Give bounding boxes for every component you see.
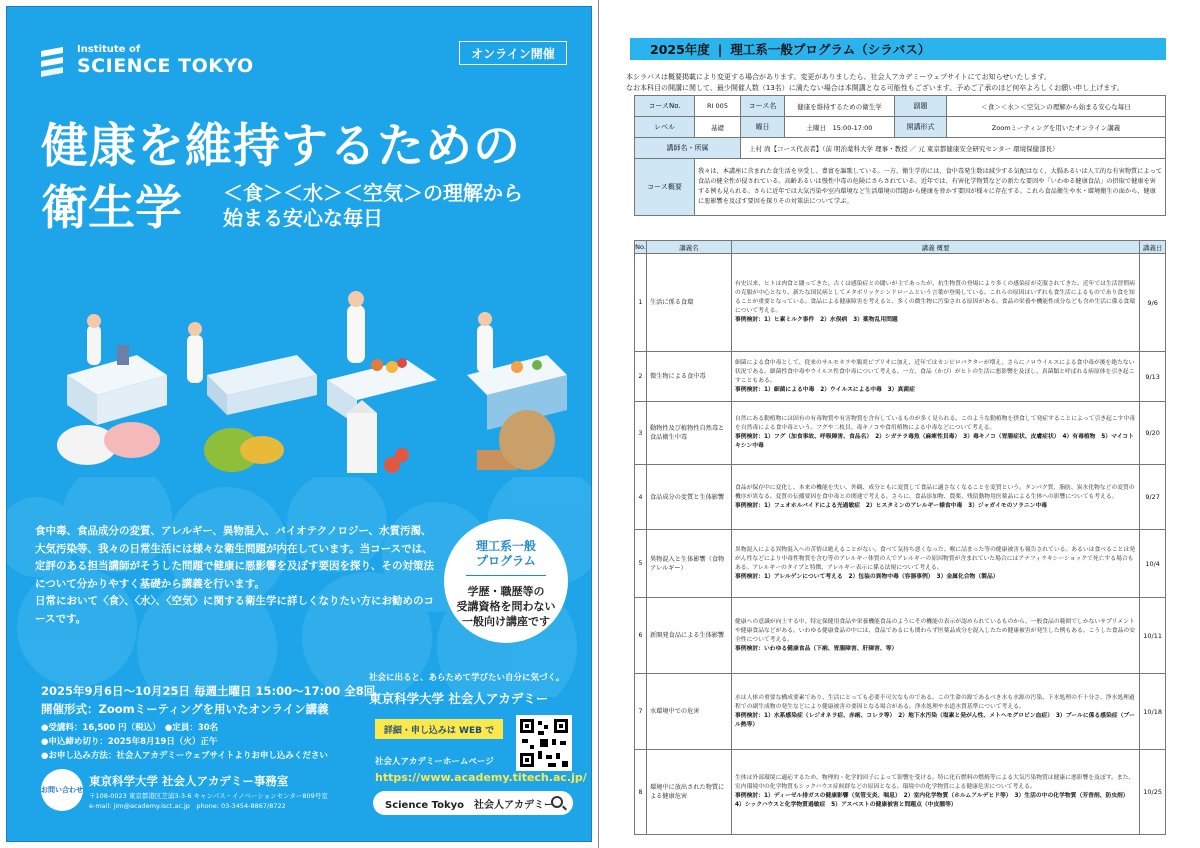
row-date: 10/25 xyxy=(1140,750,1166,835)
circle-text xyxy=(444,584,568,629)
subtitle-line2: 始まる安心な毎日 xyxy=(223,206,383,230)
course-format-value: Zoomミーティングを用いたオンライン講義 xyxy=(947,117,1166,138)
table-row xyxy=(635,674,1166,750)
table-row xyxy=(635,465,1166,530)
syllabus-header xyxy=(630,38,1166,60)
row-title: 新開発食品による生体影響 xyxy=(647,598,732,674)
table-row xyxy=(635,598,1166,674)
row-no: 8 xyxy=(635,750,647,835)
row-example: 事例検討：1）細菌による中毒 2）ウイルスによる中毒 3）真菌症 xyxy=(735,386,915,393)
row-body-text: 水は人体の重要な構成要素であり、生活にとっても必要不可欠なものである。この生命の源であるべき水も水源の汚染、下水処理の不十分さ、浄水処理過程での副生成物の発生などにより健康被害の要因となる場合がある。浄水処理や水道水質基準について考える。 xyxy=(735,694,1135,710)
schedule-table xyxy=(634,240,1166,835)
row-example: 事例検討：1）ディーゼル排ガスの健康影響（気管支炎、喘息） 2）室内化学物質（ホルムアルデヒド等） 3）生活の中の化学物質（芳香剤、防虫剤） 4）シックハウスと化学物質過敏症 5）アスベストの健康被害と問題点（中皮腫等） xyxy=(735,793,1132,808)
row-body xyxy=(732,598,1140,674)
promo-block xyxy=(369,671,564,707)
search-pill-text: Science Tokyo 社会人アカデミー xyxy=(385,799,554,811)
deadline-line: ●申込締め切り：2025年8月19日（火）正午 xyxy=(41,737,218,747)
description-p1: 食中毒、食品成分の変質、アレルギー、異物混入、バイオテクノロジー、水質汚濁、大気汚染等、我々の日常生活には様々な衛生問題が内在しています。当コースでは、定評のある担当講師がそうした問題で健康に悪影響を及ぼす要因を探り、その対策法について分かりやすく基礎から講義を行います。 xyxy=(35,525,434,590)
level-label: レベル xyxy=(635,117,695,138)
table-row xyxy=(635,402,1166,465)
row-date: 9/27 xyxy=(1140,465,1166,530)
row-title: 微生物による食中毒 xyxy=(647,352,732,402)
row-body xyxy=(732,402,1140,465)
contact-address xyxy=(89,791,328,811)
circle-text-line2: 受講資格を問わない xyxy=(456,600,556,613)
schedule-dates: 2025年9月6日〜10月25日 毎週土曜日 15:00〜17:00 全8回 xyxy=(41,684,376,698)
poster-title-line1: 健康を維持するための xyxy=(41,119,521,174)
row-title: 生活に係る食環 xyxy=(647,254,732,352)
row-no: 7 xyxy=(635,674,647,750)
syllabus-note xyxy=(626,72,1176,94)
row-body xyxy=(732,352,1140,402)
row-no: 5 xyxy=(635,530,647,598)
fee-line: ●受講料：16,500 円（税込） ●定員：30名 xyxy=(41,723,219,733)
row-body-text: 自然にある動植物には固有の有毒物質や有害物質を含有しているものが多く見られる。このような動植物を摂食して発症することによって引き起こす中毒を自然毒による食中毒という。フグや二枚貝、毒キノコや食用植物による中毒などについて考える。 xyxy=(735,416,1135,431)
course-info-table xyxy=(634,95,1166,216)
lecturer: 上村 尚【コース代表者】（前 明治薬科大学 理事・教授 ／ 元 東京都健康安全研究センター 環境保健部長） xyxy=(741,138,1166,159)
science-tokyo-logo xyxy=(35,43,254,77)
syllabus-document xyxy=(606,6,1194,842)
web-apply-button[interactable]: 詳細・申し込みは WEB で xyxy=(375,719,503,739)
row-body-text: 健康への意識が向上する中、特定保健用食品や栄養機能食品のようにその機能の表示が認められているものから、一般食品の範囲でしかないサプリメントや健康食品などがある。いわゆる健康食品の中には、食品であるにも関わらず医薬品成分を混入したため健康被害が発生した例もある。こうした食品の安全性について考える。 xyxy=(735,618,1135,643)
poster-subtitle xyxy=(223,181,523,231)
header-separator: | xyxy=(717,41,723,57)
poster-title-line2: 衛生学 xyxy=(41,181,182,236)
row-no: 4 xyxy=(635,465,647,530)
homepage-url-link[interactable]: https://www.academy.titech.ac.jp/ xyxy=(375,771,587,784)
promo-org: 東京科学大学 社会人アカデミー xyxy=(369,691,549,706)
circle-title xyxy=(444,539,568,569)
row-no: 6 xyxy=(635,598,647,674)
row-body-text: 生体は外部環境に適応するため、物理的・化学的因子によって影響を受ける。特に化石燃料の燃焼等による大気汚染物質は健康に悪影響を及ぼす。また、室内環境中の化学物質もシックハウス症候群などの原因となる。環境中の化学物質による健康危害について考える。 xyxy=(735,775,1135,790)
search-suggestion-pill[interactable] xyxy=(373,791,573,815)
note-line1: 本シラバスは概要掲載により変更する場合があります。変更がありましたら、社会人アカデミーウェブサイトにてお知らせいたします。 xyxy=(626,73,1051,81)
schedule-header-row xyxy=(635,241,1166,254)
course-name: 健康を維持するための衛生学 xyxy=(785,96,895,117)
row-body-text: 細菌による食中毒として、従来のサルモネラや腸炎ビブリオに加え、近年ではカンピロバクターが増え、さらにノロウイルスによる食中毒が後を絶たない状況である。細菌性食中毒やウイルス性食中毒について考える。一方、食品（かび）がヒトの生活に悪影響を及ぼし、真菌類と呼ばれる病原体を引き起こすこともある。 xyxy=(735,359,1135,384)
circle-title-line1: 理工系一般 xyxy=(475,539,536,553)
header-title: 理工系一般プログラム（シラバス） xyxy=(730,42,931,57)
apply-line: ●お申し込み方法：社会人アカデミーウェブサイトよりお申し込みください xyxy=(41,751,328,761)
row-date: 9/20 xyxy=(1140,402,1166,465)
contact-block xyxy=(41,769,341,825)
online-badge: オンライン開催 xyxy=(459,41,567,65)
col-no: No. xyxy=(635,241,647,254)
course-no-label: コースNo. xyxy=(635,96,695,117)
promo-tagline: 社会に出ると、あらためて学びたい自分に気づく。 xyxy=(369,673,565,683)
row-body xyxy=(732,674,1140,750)
col-overview: 講義 概要 xyxy=(732,241,1140,254)
row-no: 2 xyxy=(635,352,647,402)
note-line2: なお本科目の開講に関して、最少開催人数（13名）に満たない場合は本開講となる可能性もございます。予めご了承のほど何卒よろしくお願い申し上げます。 xyxy=(626,84,1124,92)
table-row xyxy=(635,530,1166,598)
program-circle-badge xyxy=(444,519,568,643)
row-example: 事例検討：1）フグ（加食事故、呼吸障害、食品名） 2）シガテラ毒魚（麻痺性貝毒） 3）毒キノコ（胃腸症状、皮膚症状） 4）有毒植物 5）マイコトキシン中毒 xyxy=(735,434,1134,449)
logo-line2: SCIENCE TOKYO xyxy=(77,55,254,77)
science-tokyo-logo-icon xyxy=(35,43,69,77)
course-day: 土曜日 15:00-17:00 xyxy=(785,117,895,138)
day-label: 曜日 xyxy=(741,117,785,138)
row-no: 3 xyxy=(635,402,647,465)
row-body xyxy=(732,530,1140,598)
row-body xyxy=(732,750,1140,835)
row-example: 事例検討：いわゆる健康食品（下痢、胃腸障害、肝障害、等） xyxy=(735,645,898,652)
row-example: 事例検討：1）水系感染症（レジオネラ症、赤痢、コレラ等） 2）地下水汚染（塩素と発がん性、メトヘモグロビン血症） 3）プールに係る感染症（プール熱等） xyxy=(735,712,1135,728)
contact-address-line1: 〒108-0023 東京都港区芝浦3-3-6 キャンパス・イノベーションセンター809号室 xyxy=(89,792,328,800)
food-illustration xyxy=(47,395,567,495)
search-icon xyxy=(551,796,563,808)
row-no: 1 xyxy=(635,254,647,352)
row-body xyxy=(732,465,1140,530)
logo-line1: Institute of xyxy=(77,44,141,55)
contact-icon: お問い合わせ xyxy=(41,769,83,811)
course-subtitle: ＜食＞＜水＞＜空気＞の理解から始まる安心な毎日 xyxy=(947,96,1166,117)
circle-divider xyxy=(466,575,546,576)
page-divider xyxy=(598,0,599,848)
course-name-label: コース名 xyxy=(741,96,785,117)
row-date: 9/6 xyxy=(1140,254,1166,352)
subtitle-line1: ＜食＞＜水＞＜空気＞の理解から xyxy=(223,181,523,205)
contact-org: 東京科学大学 社会人アカデミー事務室 xyxy=(89,774,289,788)
overview-label: コース概要 xyxy=(635,159,695,216)
row-title: 動物性及び植物性自然毒と食品衛生中毒 xyxy=(647,402,732,465)
row-example: 事例検討：1）フェオホルバイドによる光過敏症 2）ヒスタミンのアレルギー様食中毒 3）ジャガイモのソラニン中毒 xyxy=(735,502,1048,509)
row-body-text: 食品が保存中に変化し、本来の機能を失い、外観、成分ともに変質して食品に適さなくなることを変質という。タンパク質、脂肪、炭水化物などの変質の機序が異なる。変質の伝播要因を食中毒との関連で考える。さらに、食品添加物、農薬、残留動物用医薬品による生体への影響についても考える。 xyxy=(735,484,1135,500)
row-title: 水環境中での危害 xyxy=(647,674,732,750)
subtitle-label: 副題 xyxy=(895,96,947,117)
row-title: 食品成分の変質と生体影響 xyxy=(647,465,732,530)
header-year: 2025年度 xyxy=(650,42,710,57)
format-label: 開講形式 xyxy=(895,117,947,138)
course-info xyxy=(41,721,328,763)
row-example: 事例検討：1）ヒ素ミルク事件 2）水俣病 3）薬物乱用問題 xyxy=(735,317,898,323)
course-poster xyxy=(6,6,592,842)
row-body xyxy=(732,254,1140,352)
table-row xyxy=(635,254,1166,352)
row-date: 10/4 xyxy=(1140,530,1166,598)
circle-text-line3: 一般向け講座です xyxy=(462,615,550,628)
course-level: 基礎 xyxy=(695,117,741,138)
description-p2: 日常において〈食〉、〈水〉、〈空気〉に関する衛生学に詳しくなりたい方にお勧めのコースです。 xyxy=(35,595,434,625)
row-date: 10/11 xyxy=(1140,598,1166,674)
circle-title-line2: プログラム xyxy=(476,554,536,568)
row-example: 事例検討：1）アレルゲンについて考える 2）包装の異物中毒（容器事例） 3）金属化合物（製品） xyxy=(735,573,999,580)
row-date: 9/13 xyxy=(1140,352,1166,402)
course-format: 開催形式：Zoomミーティングを用いたオンライン講義 xyxy=(41,702,329,716)
qr-code-icon[interactable] xyxy=(516,715,572,771)
row-body-text: 有史以来、ヒトは肉食と闘ってきた。古くは感染症との闘いが主であったが、抗生物質の登場により多くの感染症が克服されてきた。近年では生活習慣病の克服が中心となり、新たな国民病としてメタボリックシンドロームという言葉が登場している。これらの原因はいずれも食生活によるものであり食を知ることが重要となっている。食品による健康障害を考えると、多くの微生物に汚染される原因がある。食品の栄養や機能性成分なども含め生活に係る食環について考える。 xyxy=(735,281,1135,314)
col-title: 講義名 xyxy=(647,241,732,254)
course-no: RI 005 xyxy=(695,96,741,117)
lecturer-label: 講師名・所属 xyxy=(635,138,741,159)
col-date: 講義日 xyxy=(1140,241,1166,254)
course-overview: 我々は、本講座に含まれた食生活を享受し、豊富を謳歌している。一方、衛生学的には、食中毒発生数は減少する気配はなく、大腸あるいは人工的な有害物質によって食品の健全性が侵されている。高齢あるいは慢性中毒の危険にさらされている。近年では、有害化学物質などの新たな要因や「いわゆる健康食品」の摂取で健康を害する例も見られる。さらに近年では大気汚染や室内環境など生活環境の問題から健康を脅かす要因が様々に存在する。これら食品衛生や水・環境衛生の面から、健康に悪影響を及ぼす要因を探りその対策法について学ぶ。 xyxy=(695,159,1166,216)
contact-address-line2: e-mail: jim@academy.isct.ac.jp phone: 03-3454-8867/8722 xyxy=(89,802,286,810)
table-row xyxy=(635,352,1166,402)
row-title: 異物混入と生体影響（食物アレルギー） xyxy=(647,530,732,598)
circle-text-line1: 学歴・職歴等の xyxy=(467,585,545,598)
row-date: 10/18 xyxy=(1140,674,1166,750)
row-body-text: 異物混入による異物混入への苦情は絶えることがない。食べて気持ち悪くなった、喉に詰まった等の健康被害も報告されている。あるいは食べることは発がん性などにより中毒性物質を含む等のアレルギー体質の人でアレルギーの原因物質が含まれていた場合にはアナフィラキシーショックで死亡する場合もある。アレルギーのタイプと特徴、アレルギー表示に係る法規について考える。 xyxy=(735,546,1135,571)
row-title: 環境中に放出された物質による健康危害 xyxy=(647,750,732,835)
table-row xyxy=(635,750,1166,835)
homepage-label: 社会人アカデミーホームページ xyxy=(375,757,494,767)
